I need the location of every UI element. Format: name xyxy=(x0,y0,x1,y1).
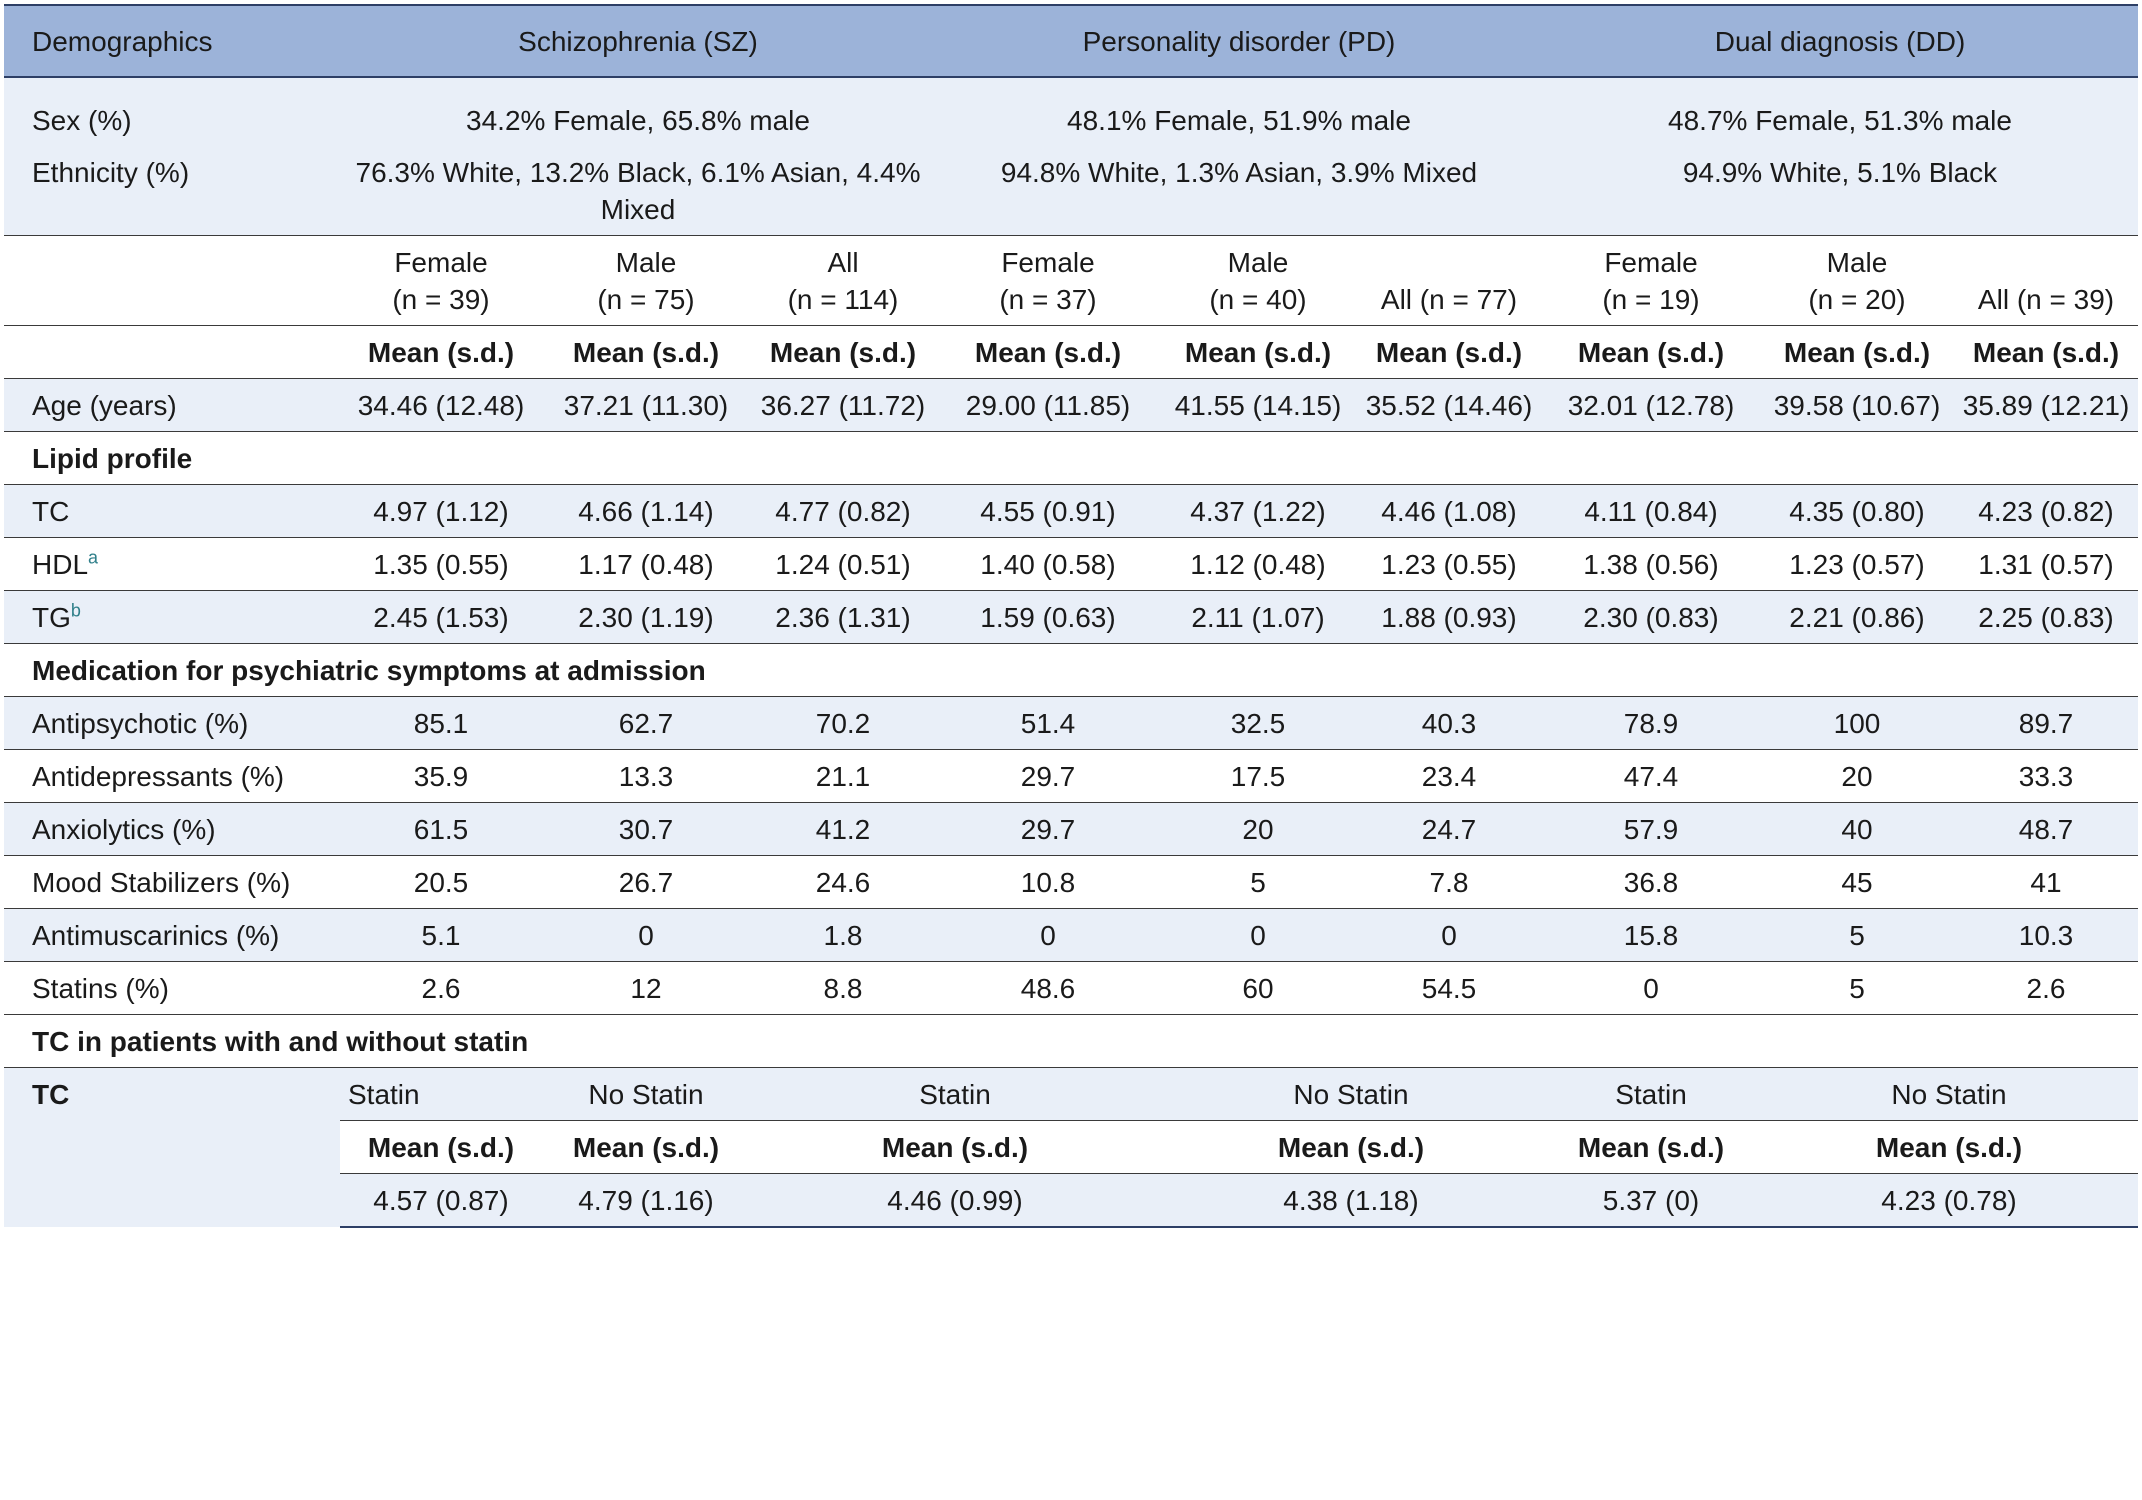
med-value: 1.8 xyxy=(750,909,936,962)
med-value: 23.4 xyxy=(1356,750,1542,803)
med-value: 60 xyxy=(1160,962,1356,1015)
medication-section-title: Medication for psychiatric symptoms at admission xyxy=(4,644,2138,697)
group-pd-all: All (n = 77) xyxy=(1356,236,1542,326)
statin-value: 4.57 (0.87) xyxy=(340,1174,542,1228)
stat-header-cell: Mean (s.d.) xyxy=(750,326,936,379)
demographics-table xyxy=(4,4,2138,1228)
med-value: 29.7 xyxy=(936,750,1160,803)
stat-header-cell: Mean (s.d.) xyxy=(1542,326,1760,379)
lipid-value: 1.24 (0.51) xyxy=(750,538,936,591)
stat-header-blank xyxy=(4,326,340,379)
med-value: 24.6 xyxy=(750,856,936,909)
med-value: 57.9 xyxy=(1542,803,1760,856)
lipid-row-tc xyxy=(4,485,2138,538)
lipid-value: 2.11 (1.07) xyxy=(1160,591,1356,644)
lipid-value: 1.23 (0.57) xyxy=(1760,538,1954,591)
statin-group-label: Statin xyxy=(750,1068,1160,1121)
stat-header-row xyxy=(4,326,2138,379)
group-sz-female: Female (n = 39) xyxy=(340,236,542,326)
med-label: Antipsychotic (%) xyxy=(4,697,340,750)
med-value: 7.8 xyxy=(1356,856,1542,909)
stat-header-cell: Mean (s.d.) xyxy=(1760,326,1954,379)
statin-section-row xyxy=(4,1015,2138,1068)
ethnicity-sz: 76.3% White, 13.2% Black, 6.1% Asian, 4.4% Mixed xyxy=(340,146,936,236)
age-value: 32.01 (12.78) xyxy=(1542,379,1760,432)
sex-dd: 48.7% Female, 51.3% male xyxy=(1542,77,2138,146)
age-label: Age (years) xyxy=(4,379,340,432)
lipid-row-tg xyxy=(4,591,2138,644)
stat-header-cell: Mean (s.d.) xyxy=(1160,326,1356,379)
lipid-label: TC xyxy=(4,485,340,538)
lipid-section-title: Lipid profile xyxy=(4,432,2138,485)
med-label: Antimuscarinics (%) xyxy=(4,909,340,962)
sex-sz: 34.2% Female, 65.8% male xyxy=(340,77,936,146)
statin-stat-header: Mean (s.d.) xyxy=(750,1121,1160,1174)
med-value: 62.7 xyxy=(542,697,750,750)
med-value: 20.5 xyxy=(340,856,542,909)
lipid-value: 2.45 (1.53) xyxy=(340,591,542,644)
med-value: 0 xyxy=(1160,909,1356,962)
med-value: 30.7 xyxy=(542,803,750,856)
footnote-marker: a xyxy=(88,547,99,568)
med-value: 5.1 xyxy=(340,909,542,962)
med-row-anxiolytics xyxy=(4,803,2138,856)
group-header-blank xyxy=(4,236,340,326)
lipid-value: 2.36 (1.31) xyxy=(750,591,936,644)
med-label: Antidepressants (%) xyxy=(4,750,340,803)
med-value: 47.4 xyxy=(1542,750,1760,803)
group-dd-female: Female (n = 19) xyxy=(1542,236,1760,326)
statin-group-row xyxy=(4,1068,2138,1121)
statin-stat-header: Mean (s.d.) xyxy=(1760,1121,2138,1174)
age-value: 39.58 (10.67) xyxy=(1760,379,1954,432)
ethnicity-row xyxy=(4,146,2138,236)
statin-stat-header: Mean (s.d.) xyxy=(1160,1121,1542,1174)
med-value: 78.9 xyxy=(1542,697,1760,750)
group-pd-female: Female (n = 37) xyxy=(936,236,1160,326)
header-dual-diagnosis: Dual diagnosis (DD) xyxy=(1542,5,2138,77)
ethnicity-label: Ethnicity (%) xyxy=(4,146,340,236)
med-value: 21.1 xyxy=(750,750,936,803)
med-value: 40 xyxy=(1760,803,1954,856)
group-dd-male: Male (n = 20) xyxy=(1760,236,1954,326)
group-header-row xyxy=(4,236,2138,326)
med-value: 5 xyxy=(1760,909,1954,962)
med-value: 70.2 xyxy=(750,697,936,750)
lipid-value: 4.97 (1.12) xyxy=(340,485,542,538)
med-value: 0 xyxy=(1356,909,1542,962)
med-row-antidepressants xyxy=(4,750,2138,803)
med-label: Mood Stabilizers (%) xyxy=(4,856,340,909)
lipid-value: 4.77 (0.82) xyxy=(750,485,936,538)
med-value: 17.5 xyxy=(1160,750,1356,803)
group-dd-all: All (n = 39) xyxy=(1954,236,2138,326)
header-demographics: Demographics xyxy=(4,5,340,77)
table-header-row xyxy=(4,5,2138,77)
stat-header-cell: Mean (s.d.) xyxy=(340,326,542,379)
statin-value: 4.79 (1.16) xyxy=(542,1174,750,1228)
age-value: 35.52 (14.46) xyxy=(1356,379,1542,432)
med-value: 10.3 xyxy=(1954,909,2138,962)
lipid-value: 2.25 (0.83) xyxy=(1954,591,2138,644)
lipid-value: 1.23 (0.55) xyxy=(1356,538,1542,591)
med-value: 33.3 xyxy=(1954,750,2138,803)
stat-header-cell: Mean (s.d.) xyxy=(1954,326,2138,379)
statin-group-label: Statin xyxy=(1542,1068,1760,1121)
medication-section-row xyxy=(4,644,2138,697)
med-row-antipsychotic xyxy=(4,697,2138,750)
lipid-value: 1.17 (0.48) xyxy=(542,538,750,591)
lipid-value: 2.30 (1.19) xyxy=(542,591,750,644)
lipid-value: 4.37 (1.22) xyxy=(1160,485,1356,538)
statin-stat-header: Mean (s.d.) xyxy=(340,1121,542,1174)
age-value: 41.55 (14.15) xyxy=(1160,379,1356,432)
lipid-value: 4.23 (0.82) xyxy=(1954,485,2138,538)
header-personality-disorder: Personality disorder (PD) xyxy=(936,5,1542,77)
statin-group-label: No Statin xyxy=(1760,1068,2138,1121)
statin-section-title: TC in patients with and without statin xyxy=(4,1015,2138,1068)
med-label: Anxiolytics (%) xyxy=(4,803,340,856)
lipid-value: 4.55 (0.91) xyxy=(936,485,1160,538)
stat-header-cell: Mean (s.d.) xyxy=(542,326,750,379)
header-schizophrenia: Schizophrenia (SZ) xyxy=(340,5,936,77)
med-value: 12 xyxy=(542,962,750,1015)
lipid-value: 1.40 (0.58) xyxy=(936,538,1160,591)
med-value: 41 xyxy=(1954,856,2138,909)
lipid-label: $TG^b$ xyxy=(4,591,340,644)
lipid-value: 2.21 (0.86) xyxy=(1760,591,1954,644)
med-row-antimuscarinics xyxy=(4,909,2138,962)
group-sz-male: Male (n = 75) xyxy=(542,236,750,326)
age-value: 29.00 (11.85) xyxy=(936,379,1160,432)
lipid-value: 1.31 (0.57) xyxy=(1954,538,2138,591)
sex-pd: 48.1% Female, 51.9% male xyxy=(936,77,1542,146)
lipid-value: 1.35 (0.55) xyxy=(340,538,542,591)
med-value: 15.8 xyxy=(1542,909,1760,962)
med-row-mood-stabilizers xyxy=(4,856,2138,909)
med-value: 85.1 xyxy=(340,697,542,750)
med-value: 20 xyxy=(1160,803,1356,856)
med-value: 26.7 xyxy=(542,856,750,909)
group-sz-all: All (n = 114) xyxy=(750,236,936,326)
med-value: 35.9 xyxy=(340,750,542,803)
med-value: 5 xyxy=(1160,856,1356,909)
med-value: 2.6 xyxy=(1954,962,2138,1015)
med-value: 48.7 xyxy=(1954,803,2138,856)
ethnicity-dd: 94.9% White, 5.1% Black xyxy=(1542,146,2138,236)
statin-stat-header: Mean (s.d.) xyxy=(542,1121,750,1174)
med-value: 48.6 xyxy=(936,962,1160,1015)
stat-header-cell: Mean (s.d.) xyxy=(936,326,1160,379)
med-value: 100 xyxy=(1760,697,1954,750)
group-pd-male: Male (n = 40) xyxy=(1160,236,1356,326)
med-value: 0 xyxy=(936,909,1160,962)
age-row xyxy=(4,379,2138,432)
med-value: 41.2 xyxy=(750,803,936,856)
lipid-value: 1.12 (0.48) xyxy=(1160,538,1356,591)
stat-header-cell: Mean (s.d.) xyxy=(1356,326,1542,379)
age-value: 36.27 (11.72) xyxy=(750,379,936,432)
med-value: 8.8 xyxy=(750,962,936,1015)
statin-value: 4.38 (1.18) xyxy=(1160,1174,1542,1228)
med-value: 32.5 xyxy=(1160,697,1356,750)
lipid-value: 4.46 (1.08) xyxy=(1356,485,1542,538)
med-value: 20 xyxy=(1760,750,1954,803)
statin-value: 5.37 (0) xyxy=(1542,1174,1760,1228)
statin-value: 4.23 (0.78) xyxy=(1760,1174,2138,1228)
med-value: 29.7 xyxy=(936,803,1160,856)
med-value: 45 xyxy=(1760,856,1954,909)
statin-group-label: No Statin xyxy=(542,1068,750,1121)
med-value: 51.4 xyxy=(936,697,1160,750)
lipid-value: 1.59 (0.63) xyxy=(936,591,1160,644)
lipid-value: 2.30 (0.83) xyxy=(1542,591,1760,644)
lipid-section-row xyxy=(4,432,2138,485)
lipid-label: HDL$^a$ xyxy=(4,538,340,591)
age-value: 35.89 (12.21) xyxy=(1954,379,2138,432)
statin-tc-label: TC xyxy=(4,1068,340,1228)
ethnicity-pd: 94.8% White, 1.3% Asian, 3.9% Mixed xyxy=(936,146,1542,236)
med-value: 54.5 xyxy=(1356,962,1542,1015)
statin-group-label: Statin xyxy=(340,1068,542,1121)
med-value: 2.6 xyxy=(340,962,542,1015)
lipid-value: 1.88 (0.93) xyxy=(1356,591,1542,644)
med-label: Statins (%) xyxy=(4,962,340,1015)
statin-group-label: No Statin xyxy=(1160,1068,1542,1121)
med-row-statins xyxy=(4,962,2138,1015)
statin-value: 4.46 (0.99) xyxy=(750,1174,1160,1228)
med-value: 89.7 xyxy=(1954,697,2138,750)
sex-row xyxy=(4,77,2138,146)
statin-stat-header: Mean (s.d.) xyxy=(1542,1121,1760,1174)
lipid-row-hdl xyxy=(4,538,2138,591)
med-value: 36.8 xyxy=(1542,856,1760,909)
lipid-value: 1.38 (0.56) xyxy=(1542,538,1760,591)
med-value: 0 xyxy=(542,909,750,962)
med-value: 10.8 xyxy=(936,856,1160,909)
med-value: 24.7 xyxy=(1356,803,1542,856)
med-value: 0 xyxy=(1542,962,1760,1015)
footnote-marker: b xyxy=(70,600,81,621)
lipid-value: 4.66 (1.14) xyxy=(542,485,750,538)
lipid-value: 4.11 (0.84) xyxy=(1542,485,1760,538)
med-value: 40.3 xyxy=(1356,697,1542,750)
age-value: 37.21 (11.30) xyxy=(542,379,750,432)
med-value: 13.3 xyxy=(542,750,750,803)
age-value: 34.46 (12.48) xyxy=(340,379,542,432)
med-value: 5 xyxy=(1760,962,1954,1015)
med-value: 61.5 xyxy=(340,803,542,856)
lipid-value: 4.35 (0.80) xyxy=(1760,485,1954,538)
sex-label: Sex (%) xyxy=(4,77,340,146)
